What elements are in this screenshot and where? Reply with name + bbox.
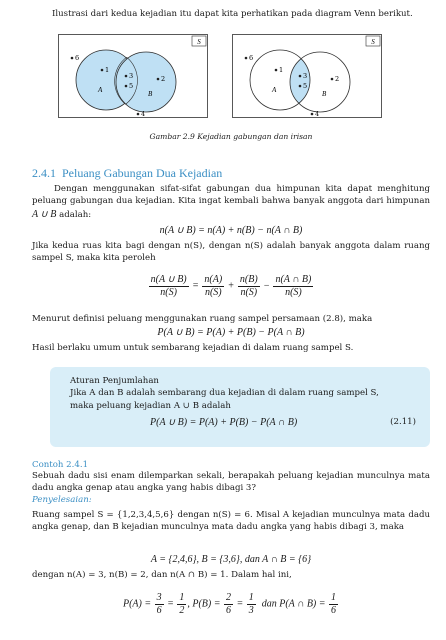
rule-content [70, 375, 420, 432]
solution-text-2: dengan n(A) = 3, n(B) = 2, dan n(A ∩ B) = 1. Dalam hal ini, [32, 570, 292, 580]
section-number: 2.4.1 [32, 166, 56, 180]
rule-title: Aturan Penjumlahan [70, 376, 159, 386]
point-3: 3 [129, 72, 134, 80]
section-title: Peluang Gabungan Dua Kejadian [62, 166, 223, 180]
set-b-label: B [148, 90, 153, 98]
set-b-circle [116, 52, 176, 112]
universe-label: S [371, 38, 375, 46]
point-5: 5 [303, 82, 308, 90]
set-a-label: A [272, 86, 277, 94]
rule-equation-number: (2.11) [390, 417, 416, 428]
solution-sets: A = {2,4,6}, B = {3,6}, dan A ∩ B = {6} [150, 554, 312, 565]
point-2: 2 [335, 75, 340, 83]
example-text: Sebuah dadu sisi enam dilemparkan sekali, berapakah peluang kejadian munculnya mata dadu angka genap atau angka yang habis dibagi 3? [32, 471, 430, 494]
solution-text-1: Ruang sampel S = {1,2,3,4,5,6} dengan n(S) = 6. Misal A kejadian munculnya mata dadu angka genap, dan B kejadian munculnya mata dadu angka yang habis dibagi 3, maka [32, 510, 430, 533]
equation-fraction: $\frac{n(A \cup B)}{n(S)}$ = $\frac{n(A)}{n(S)}$ + $\frac{n(B)}{n(S)}$ − $\frac{n(A \cap B)}{n(S)}$ [150, 274, 312, 298]
set-b-label: B [322, 90, 327, 98]
universe-label: S [197, 38, 201, 46]
intro-text: Ilustrasi dari kedua kejadian itu dapat kita perhatikan pada diagram Venn berikut. [52, 9, 413, 19]
paragraph-2: Jika kedua ruas kita bagi dengan n(S), dengan n(S) adalah banyak anggota dalam ruang sampel S, maka kita peroleh [32, 241, 430, 264]
rule-formula: P(A ∪ B) = P(A) + P(B) − P(A ∩ B) [150, 417, 298, 429]
point-3: 3 [303, 72, 308, 80]
equation-union-count: n(A ∪ B) = n(A) + n(B) − n(A ∩ B) [159, 225, 303, 236]
figure-caption: Gambar 2.9 Kejadian gabungan dan irisan [149, 132, 313, 141]
set-a-label: A [98, 86, 103, 94]
point-1: 1 [279, 66, 284, 74]
paragraph-4: Hasil berlaku umum untuk sembarang kejadian di dalam ruang sampel S. [32, 343, 354, 353]
equation-probability: P(A ∪ B) = P(A) + P(B) − P(A ∩ B) [157, 327, 305, 338]
rule-line-1: Jika A dan B adalah sembarang dua kejadian di dalam ruang sampel S, [70, 388, 379, 399]
point-4: 4 [141, 110, 146, 118]
venn-diagram-intersection [232, 34, 382, 118]
paragraph-3: Menurut definisi peluang menggunakan ruang sampel persamaan (2.8), maka [32, 314, 373, 324]
section-heading [32, 165, 222, 182]
point-5: 5 [129, 82, 134, 90]
example-title: Contoh 2.4.1 [32, 460, 89, 470]
rule-line-2: maka peluang kejadian A ∪ B adalah [70, 400, 231, 411]
point-1: 1 [105, 66, 110, 74]
solution-probabilities: P(A) = $\frac{3}{6}$ = $\frac{1}{2}$ , P(B) = $\frac{2}{6}$ = $\frac{1}{3}$ dan P(A ∩ B) = $\frac{1}{6}$ [122, 592, 337, 616]
point-4: 4 [315, 110, 320, 118]
paragraph-1: Dengan menggunakan sifat-sifat gabungan dua himpunan kita dapat menghitung peluang gabungan dua kejadian. Kita ingat kembali bahwa banyak anggota dari himpunan A ∪ B adalah: [32, 184, 430, 220]
venn-diagram-union [58, 34, 208, 118]
solution-label: Penyelesaian: [32, 495, 92, 505]
point-2: 2 [161, 75, 166, 83]
point-6: 6 [75, 54, 80, 62]
point-6: 6 [249, 54, 254, 62]
